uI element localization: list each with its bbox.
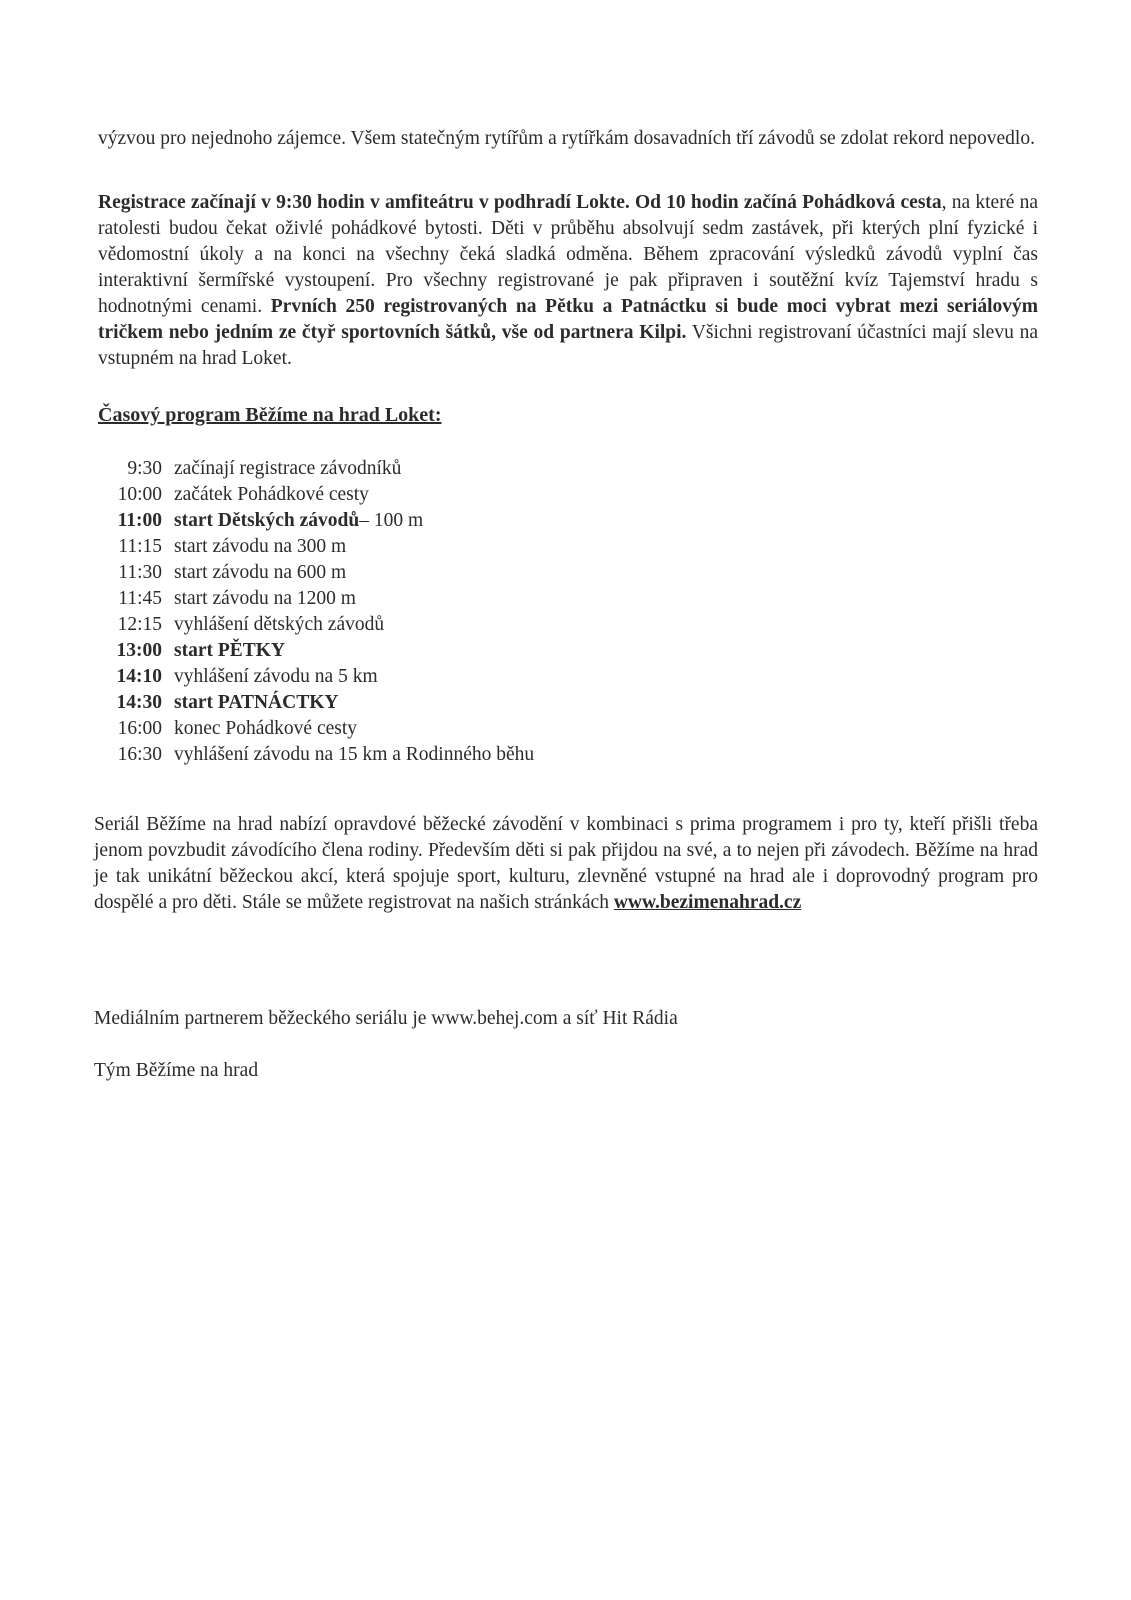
schedule-time: 13:00 <box>116 640 162 661</box>
schedule-label: vyhlášení dětských závodů <box>174 614 385 635</box>
schedule-item <box>100 534 534 560</box>
website-link[interactable]: www.bezimenahrad.cz <box>613 892 802 913</box>
schedule-time: 16:30 <box>117 744 162 765</box>
schedule-suffix: – 100 m <box>359 510 424 531</box>
schedule-label: vyhlášení závodu na 15 km a Rodinného běhu <box>174 744 535 765</box>
schedule-list <box>100 456 534 768</box>
schedule-time: 11:30 <box>118 562 162 583</box>
series-paragraph <box>94 812 1038 916</box>
schedule-item <box>100 612 534 638</box>
schedule-label: start Dětských závodů <box>174 510 360 531</box>
registration-paragraph <box>98 190 1038 372</box>
schedule-label: start závodu na 600 m <box>174 562 347 583</box>
schedule-item <box>100 560 534 586</box>
registration-bold-1: Registrace začínají v 9:30 hodin v amfiteátru v podhradí Lokte. Od 10 hodin začíná Pohádková cesta <box>98 192 942 213</box>
schedule-time: 14:30 <box>116 692 162 713</box>
schedule-item <box>100 508 534 534</box>
schedule-item <box>100 456 534 482</box>
schedule-time: 14:10 <box>116 666 162 687</box>
schedule-item <box>100 482 534 508</box>
schedule-label: konec Pohádkové cesty <box>174 718 358 739</box>
signature-paragraph <box>94 1058 1038 1084</box>
schedule-item <box>100 638 534 664</box>
schedule-label: vyhlášení závodu na 5 km <box>174 666 378 687</box>
signature-text: Tým Běžíme na hrad <box>94 1060 259 1081</box>
schedule-time: 11:15 <box>118 536 162 557</box>
schedule-item <box>100 586 534 612</box>
registration-text-2: Všichni registrovaní účastníci mají slevu na vstupném na hrad Loket. <box>98 322 1038 369</box>
schedule-heading: Časový program Běžíme na hrad Loket: <box>98 404 442 426</box>
schedule-time: 9:30 <box>127 458 162 479</box>
schedule-time: 11:00 <box>117 510 162 531</box>
schedule-label: začínají registrace závodníků <box>174 458 402 479</box>
schedule-time: 16:00 <box>117 718 162 739</box>
schedule-item <box>100 742 534 768</box>
schedule-item <box>100 716 534 742</box>
schedule-label: start závodu na 1200 m <box>174 588 356 609</box>
schedule-label: start PATNÁCTKY <box>174 692 339 713</box>
schedule-time: 11:45 <box>118 588 162 609</box>
registration-text-1: , na které na ratolesti budou čekat oživlé pohádkové bytosti. Děti v průběhu absolvují sedm zastávek, při kterých plní fyzické i vědomostní úkoly a na konci na všechny čeká sladká odměna. Během zpracování výsledků závodů vyplní čas interaktivní šermířské vystoupení. Pro všechny registrované je pak připraven i soutěžní kvíz Tajemství hradu s hodnotnými cenami. <box>98 192 1038 317</box>
schedule-label: start závodu na 300 m <box>174 536 347 557</box>
media-partner-paragraph <box>94 1006 1038 1032</box>
media-text: Mediálním partnerem běžeckého seriálu je www.behej.com a síť Hit Rádia <box>94 1008 678 1029</box>
registration-bold-2: Prvních 250 registrovaných na Pětku a Patnáctku si bude moci vybrat mezi seriálovým tričkem nebo jedním ze čtyř sportovních šátků, vše od partnera Kilpi. <box>98 296 1038 343</box>
schedule-time: 12:15 <box>117 614 162 635</box>
schedule-item <box>100 690 534 716</box>
intro-paragraph <box>98 126 1038 152</box>
schedule-label: start PĚTKY <box>174 640 286 661</box>
schedule-time: 10:00 <box>117 484 162 505</box>
series-text: Seriál Běžíme na hrad nabízí opravdové běžecké závodění v kombinaci s prima programem i pro ty, kteří přišli třeba jenom povzbudit závodícího člena rodiny. Především děti si pak přijdou na své, a to nejen při závodech. Běžíme na hrad je tak unikátní běžeckou akcí, která spojuje sport, kulturu, zlevněné vstupné na hrad ale i doprovodný program pro dospělé a pro děti. Stále se můžete registrovat na našich stránkách <box>94 814 1038 913</box>
schedule-label: začátek Pohádkové cesty <box>174 484 369 505</box>
intro-text: výzvou pro nejednoho zájemce. Všem statečným rytířům a rytířkám dosavadních tří závodů se zdolat rekord nepovedlo. <box>98 128 1035 149</box>
schedule-item <box>100 664 534 690</box>
